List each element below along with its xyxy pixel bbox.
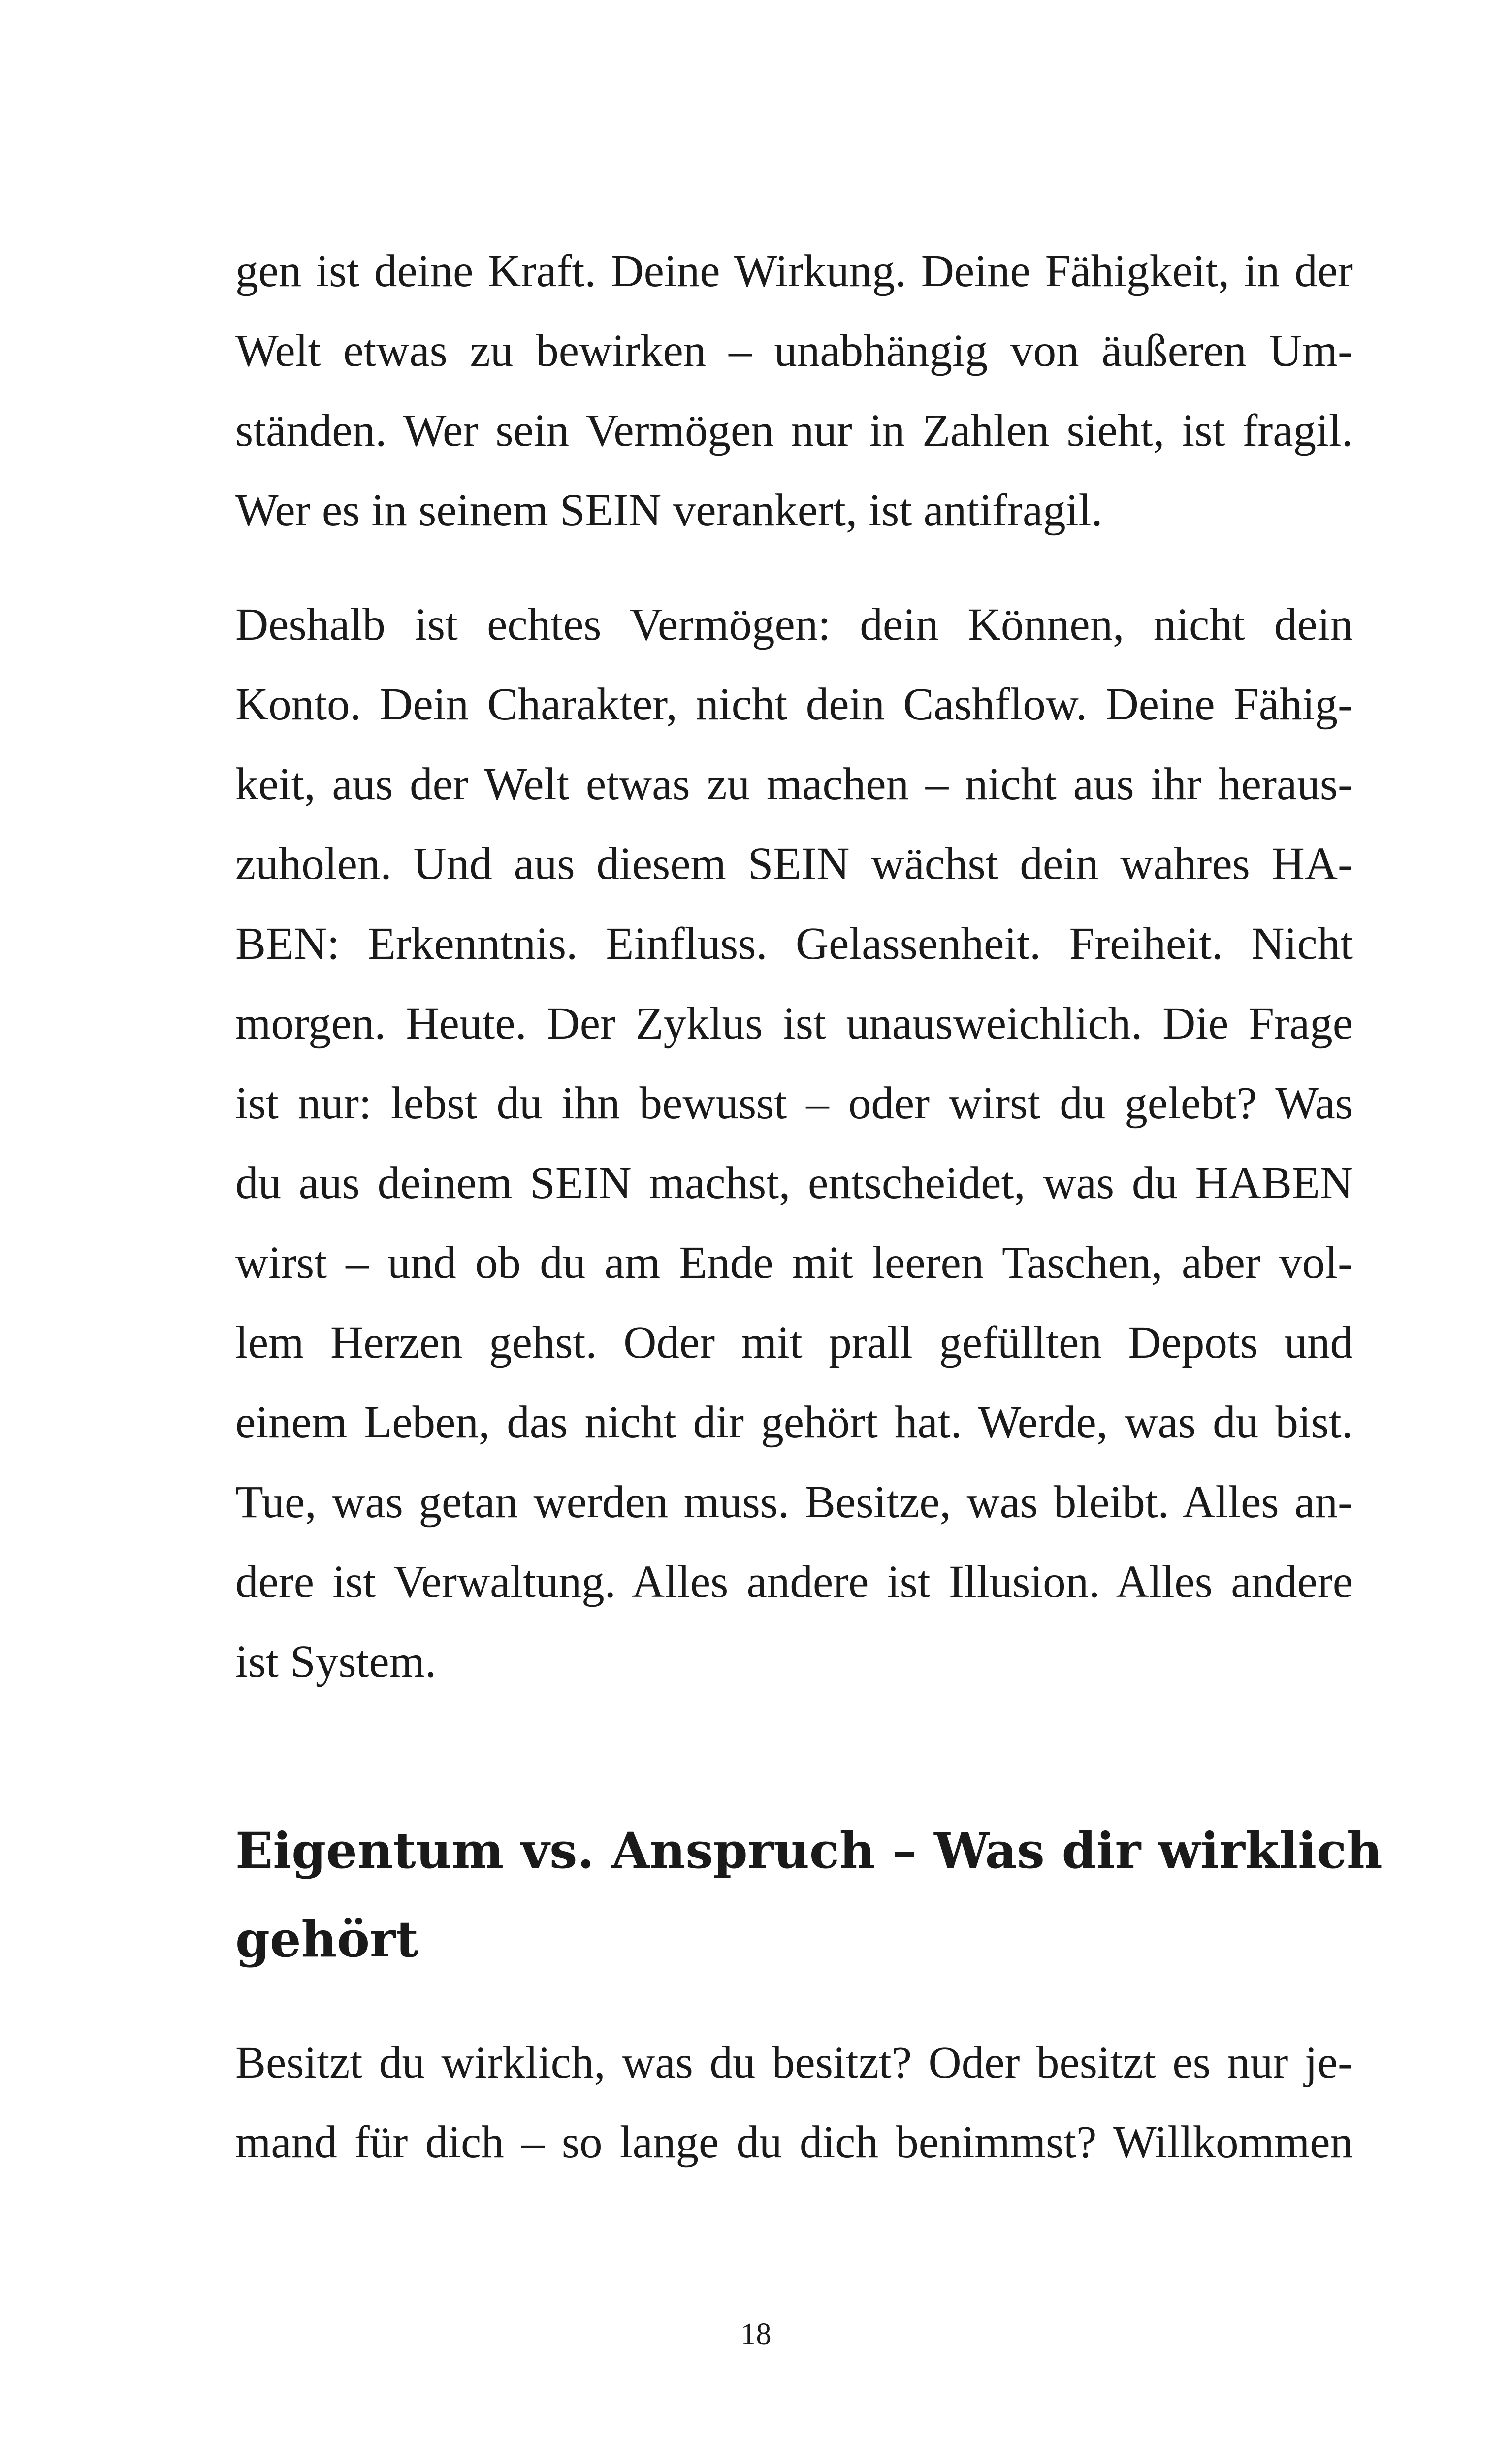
paragraph-1 xyxy=(235,231,1353,551)
text-line: gen ist deine Kraft. Deine Wirkung. Deine Fähigkeit, in der xyxy=(235,246,1353,296)
text-line: morgen. Heute. Der Zyklus ist unausweichlich. Die Frage xyxy=(235,998,1353,1049)
text-line: Wer es in seinem SEIN verankert, ist antifragil. xyxy=(235,485,1103,536)
section-heading xyxy=(235,1806,1383,1984)
text-line: du aus deinem SEIN machst, entscheidet, was du HABEN xyxy=(235,1158,1353,1208)
text-line: Konto. Dein Charakter, nicht dein Cashflow. Deine Fähig- xyxy=(235,679,1353,730)
text-line: dere ist Verwaltung. Alles andere ist Illusion. Alles andere xyxy=(235,1557,1353,1607)
text-line: Deshalb ist echtes Vermögen: dein Können, nicht dein xyxy=(235,599,1353,650)
text-line: wirst – und ob du am Ende mit leeren Taschen, aber vol- xyxy=(235,1238,1353,1288)
text-line: keit, aus der Welt etwas zu machen – nicht aus ihr heraus- xyxy=(235,759,1353,810)
heading-line: Eigentum vs. Anspruch – Was dir wirklich xyxy=(235,1822,1383,1880)
text-line: zuholen. Und aus diesem SEIN wächst dein wahres HA- xyxy=(235,839,1353,889)
text-line: lem Herzen gehst. Oder mit prall gefüllten Depots und xyxy=(235,1317,1353,1368)
paragraph-3 xyxy=(235,2023,1353,2182)
heading-line: gehört xyxy=(235,1910,418,1968)
text-line: mand für dich – so lange du dich benimmst? Willkommen xyxy=(235,2117,1353,2168)
text-line: ständen. Wer sein Vermögen nur in Zahlen sieht, ist fragil. xyxy=(235,405,1353,456)
page-number: 18 xyxy=(740,2317,772,2351)
text-line: Welt etwas zu bewirken – unabhängig von äußeren Um- xyxy=(235,326,1353,376)
text-line: einem Leben, das nicht dir gehört hat. Werde, was du bist. xyxy=(235,1397,1353,1448)
text-line: ist System. xyxy=(235,1636,437,1687)
text-line: BEN: Erkenntnis. Einfluss. Gelassenheit. Freiheit. Nicht xyxy=(235,918,1353,969)
text-line: Besitzt du wirklich, was du besitzt? Oder besitzt es nur je- xyxy=(235,2037,1353,2088)
text-line: Tue, was getan werden muss. Besitze, was bleibt. Alles an- xyxy=(235,1477,1353,1528)
paragraph-2 xyxy=(235,585,1353,1702)
text-line: ist nur: lebst du ihn bewusst – oder wirst du gelebt? Was xyxy=(235,1078,1353,1129)
